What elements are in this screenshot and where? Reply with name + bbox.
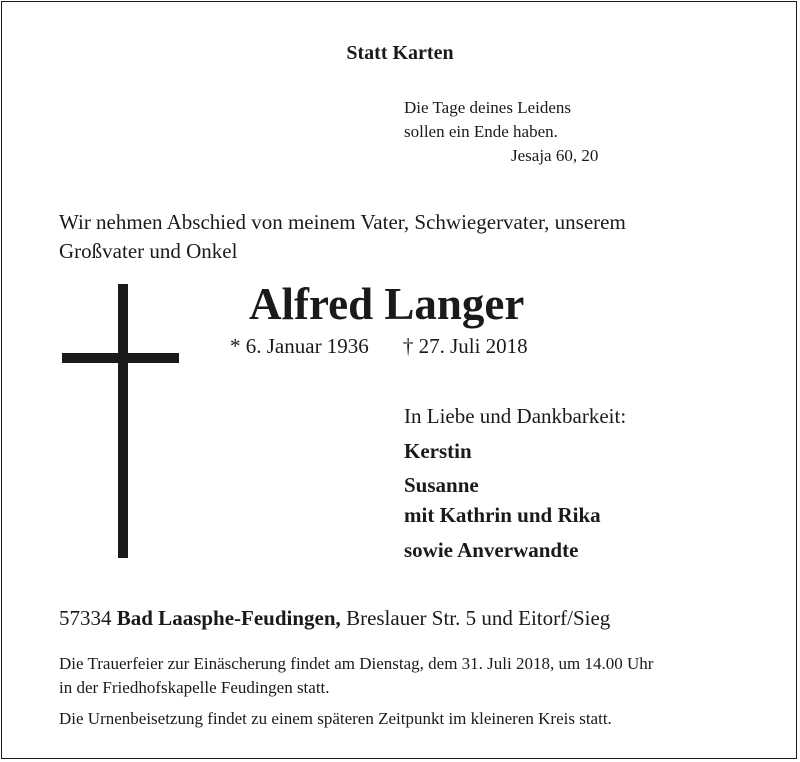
obituary-frame [1,1,797,759]
ceremony-line-1: Die Trauerfeier zur Einäscherung findet am Dienstag, dem 31. Juli 2018, um 14.00 Uhr [59,654,654,673]
verse-line-1: Die Tage deines Leidens [404,98,572,117]
intro-text [59,208,626,266]
family-name-2: Susanne [404,473,479,497]
family-name-4: sowie Anverwandte [404,538,579,562]
address-street: Breslauer Str. 5 und Eitorf/Sieg [346,606,611,630]
life-dates [230,334,528,359]
verse-line-2: sollen ein Ende haben. [404,122,558,141]
cross-icon-bar [62,353,179,363]
ceremony-line-2: in der Friedhofskapelle Feudingen statt. [59,678,330,697]
address-zip: 57334 [59,606,112,630]
header-title: Statt Karten [346,42,454,64]
intro-line-2: Großvater und Onkel [59,239,238,263]
family-name-1: Kerstin [404,439,472,463]
birth-date: * 6. Januar 1936 [230,334,369,358]
ceremony-line-3: Die Urnenbeisetzung findet zu einem späteren Zeitpunkt im kleineren Kreis statt. [59,709,612,728]
address-city: Bad Laasphe-Feudingen, [116,606,341,630]
family-name-3: mit Kathrin und Rika [404,503,601,527]
intro-line-1: Wir nehmen Abschied von meinem Vater, Schwiegervater, unserem [59,210,626,234]
verse-source: Jesaja 60, 20 [511,146,599,165]
address [59,606,610,631]
cross-icon [118,284,128,558]
family-intro: In Liebe und Dankbarkeit: [404,404,627,428]
deceased-name: Alfred Langer [249,279,525,329]
death-date: † 27. Juli 2018 [402,334,528,358]
